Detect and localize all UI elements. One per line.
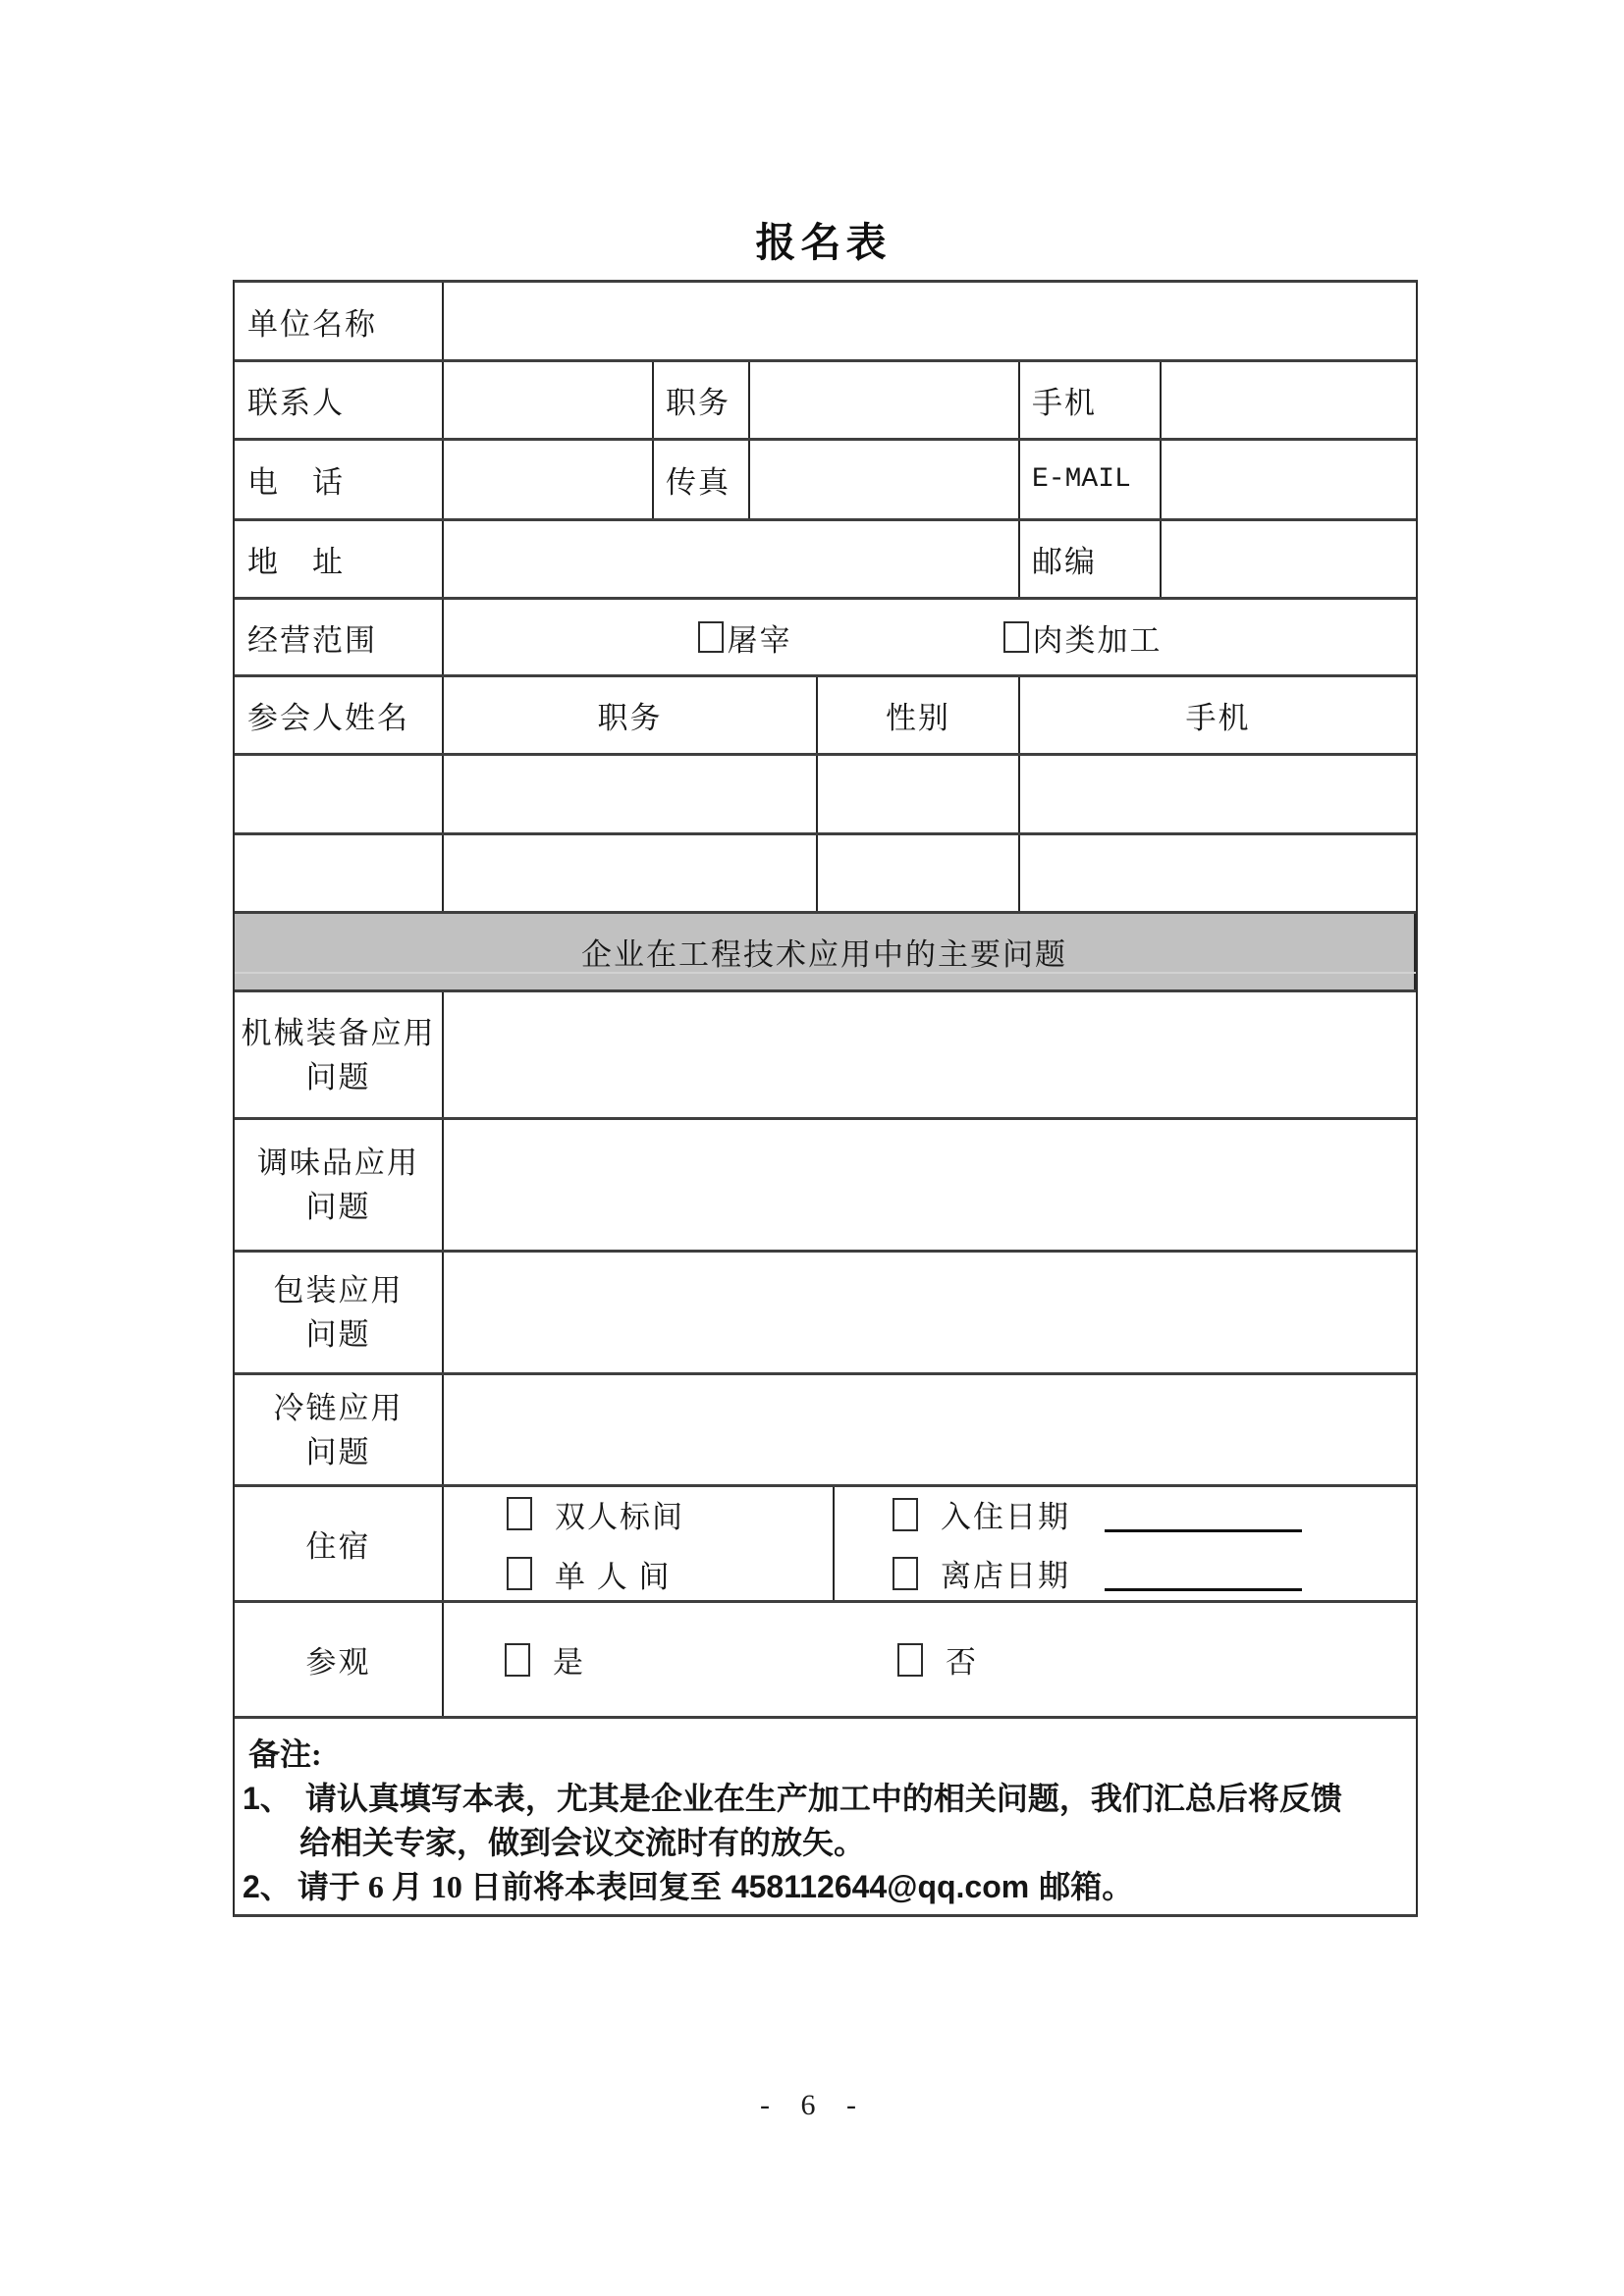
page-number: - 6 - <box>760 2089 864 2121</box>
scope-option-meat-processing <box>1003 615 1163 660</box>
fax-input-cell[interactable] <box>750 441 1020 518</box>
checkin-checkbox[interactable] <box>893 1498 918 1531</box>
zip-input-cell[interactable] <box>1162 521 1416 597</box>
attendee-gender-cell[interactable] <box>818 835 1020 911</box>
email-label: E-MAIL <box>1020 441 1162 518</box>
visit-yes-option <box>505 1637 585 1682</box>
scope-options-cell <box>444 600 1416 674</box>
duty-input-cell[interactable] <box>750 362 1020 438</box>
section-header-row <box>235 914 1416 992</box>
duty-label: 职务 <box>654 362 750 438</box>
problem-row <box>235 1253 1416 1375</box>
single-room-option <box>507 1552 672 1596</box>
attendee-duty-cell[interactable] <box>444 835 818 911</box>
page-title: 报名表 <box>755 220 892 265</box>
remark-2-number: 2、 <box>243 1869 292 1904</box>
table-row-address <box>235 521 1416 600</box>
attendee-mobile-cell[interactable] <box>1020 835 1416 911</box>
table-row-attendee-header <box>235 677 1416 756</box>
table-row-lodging <box>235 1487 1416 1603</box>
attendee-duty-cell[interactable] <box>444 756 818 832</box>
machinery-problem-input-cell[interactable] <box>444 992 1416 1117</box>
single-room-checkbox[interactable] <box>507 1557 532 1590</box>
fax-label: 传真 <box>654 441 750 518</box>
slaughter-label: 屠宰 <box>727 622 792 658</box>
slaughter-checkbox[interactable] <box>698 621 724 653</box>
problem-row <box>235 1375 1416 1487</box>
remark-1-text: 请认真填写本表，尤其是企业在生产加工中的相关问题，我们汇总后将反馈 <box>304 1781 1342 1816</box>
machinery-problem-label: 机械装备应用 问题 <box>235 992 444 1117</box>
problem-row <box>235 992 1416 1120</box>
scope-option-slaughter <box>698 615 792 660</box>
checkout-option <box>893 1551 1302 1595</box>
cold-chain-problem-label: 冷链应用 问题 <box>235 1375 444 1484</box>
remarks-cell <box>235 1719 1416 1914</box>
registration-form-table <box>233 280 1418 1917</box>
scope-label: 经营范围 <box>235 600 444 674</box>
remark-2-text: 请于 6 月 10 日前将本表回复至 <box>297 1869 722 1904</box>
attendee-row <box>235 835 1416 914</box>
section-header-title: 企业在工程技术应用中的主要问题 <box>235 914 1416 989</box>
address-input-cell[interactable] <box>444 521 1020 597</box>
contact-label: 联系人 <box>235 362 444 438</box>
reply-email-address: 458112644@qq.com <box>731 1869 1030 1904</box>
unit-name-label: 单位名称 <box>235 283 444 359</box>
remarks-heading: 备注: <box>248 1736 322 1772</box>
packaging-problem-input-cell[interactable] <box>444 1253 1416 1372</box>
attendee-name-header: 参会人姓名 <box>235 677 444 753</box>
lodging-dates-cell <box>835 1487 1416 1600</box>
visit-yes-label: 是 <box>553 1645 585 1680</box>
zip-label: 邮编 <box>1020 521 1162 597</box>
checkin-option <box>893 1492 1302 1536</box>
visit-no-option <box>897 1637 978 1682</box>
remark-item-2 <box>243 1865 1398 1908</box>
visit-no-checkbox[interactable] <box>897 1643 923 1677</box>
attendee-name-cell[interactable] <box>235 756 444 832</box>
visit-no-label: 否 <box>946 1645 978 1680</box>
table-row-phone <box>235 441 1416 521</box>
address-label: 地 址 <box>235 521 444 597</box>
remark-item-1 <box>243 1777 1398 1820</box>
mobile-label: 手机 <box>1020 362 1162 438</box>
single-room-label: 单 人 间 <box>555 1559 672 1594</box>
phone-input-cell[interactable] <box>444 441 654 518</box>
lodging-label: 住宿 <box>235 1487 444 1600</box>
table-row-scope <box>235 600 1416 677</box>
attendee-gender-header: 性别 <box>818 677 1020 753</box>
remark-2-suffix: 邮箱。 <box>1039 1869 1134 1904</box>
cold-chain-problem-input-cell[interactable] <box>444 1375 1416 1484</box>
attendee-mobile-header: 手机 <box>1185 701 1251 735</box>
checkin-date-line[interactable] <box>1105 1497 1302 1532</box>
double-room-option <box>507 1492 684 1536</box>
remark-item-1-continued: 给相关专家，做到会议交流时有的放矢。 <box>299 1825 866 1860</box>
meat-processing-checkbox[interactable] <box>1003 621 1029 653</box>
table-row-contact <box>235 362 1416 441</box>
checkout-label: 离店日期 <box>941 1559 1070 1593</box>
email-input-cell[interactable] <box>1162 441 1416 518</box>
table-row-visit <box>235 1603 1416 1719</box>
checkout-checkbox[interactable] <box>893 1557 918 1590</box>
table-row-unit-name <box>235 283 1416 362</box>
problem-row <box>235 1120 1416 1253</box>
attendee-mobile-cell[interactable] <box>1020 756 1416 832</box>
unit-name-input-cell[interactable] <box>444 283 1416 359</box>
visit-options-cell <box>444 1603 1416 1716</box>
table-row-remarks <box>235 1719 1416 1914</box>
double-room-checkbox[interactable] <box>507 1497 532 1530</box>
attendee-name-cell[interactable] <box>235 835 444 911</box>
meat-processing-label: 肉类加工 <box>1032 622 1163 658</box>
attendee-duty-header: 职务 <box>444 677 818 753</box>
visit-yes-checkbox[interactable] <box>505 1643 530 1677</box>
checkin-label: 入住日期 <box>941 1500 1070 1534</box>
attendee-gender-cell[interactable] <box>818 756 1020 832</box>
attendee-row <box>235 756 1416 835</box>
contact-input-cell[interactable] <box>444 362 654 438</box>
remark-1-number: 1、 <box>243 1781 292 1816</box>
divider <box>235 972 1416 974</box>
phone-label: 电 话 <box>235 441 444 518</box>
double-room-label: 双人标间 <box>555 1499 684 1534</box>
seasoning-problem-input-cell[interactable] <box>444 1120 1416 1250</box>
packaging-problem-label: 包装应用 问题 <box>235 1253 444 1372</box>
seasoning-problem-label: 调味品应用 问题 <box>235 1120 444 1250</box>
checkout-date-line[interactable] <box>1105 1556 1302 1591</box>
lodging-room-options-cell <box>444 1487 835 1600</box>
visit-label: 参观 <box>235 1603 444 1716</box>
mobile-input-cell[interactable] <box>1162 362 1416 438</box>
